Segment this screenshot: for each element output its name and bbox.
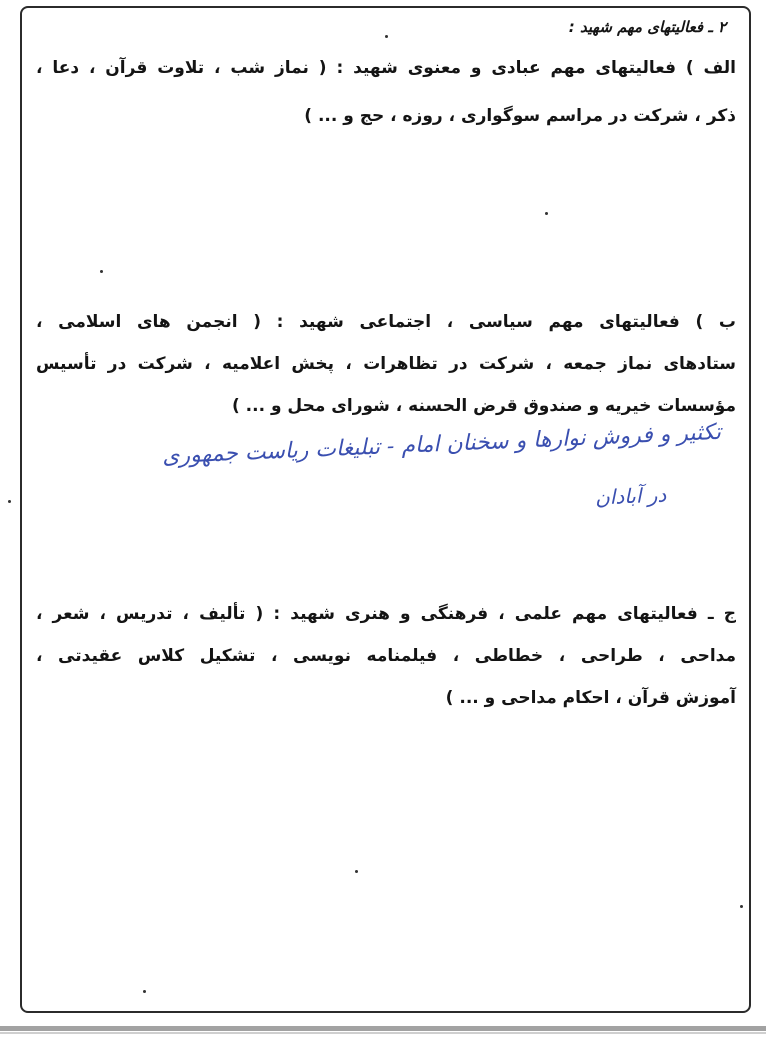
section-b-line-2: ستادهای نماز جمعه ، شرکت در تظاهرات ، پخش اعلامیه ، شرکت در تأسیس — [36, 354, 736, 374]
handwritten-note-line-2: در آبادان — [594, 482, 667, 510]
scan-speck — [143, 990, 146, 993]
scan-speck — [100, 270, 103, 273]
scan-speck — [740, 905, 743, 908]
section-a-line-1: الف ) فعالیتهای مهم عبادی و معنوی شهید : ( نماز شب ، تلاوت قرآن ، دعا ، — [36, 58, 736, 78]
handwritten-note-line-1: تکثیر و فروش نوارها و سخنان امام - تبلیغات ریاست جمهوری — [161, 419, 722, 470]
page-border — [20, 6, 751, 1013]
section-c-line-2: مداحی ، طراحی ، خطاطی ، فیلمنامه نویسی ، تشکیل کلاس عقیدتی ، — [36, 646, 736, 666]
section-b-line-3: مؤسسات خیریه و صندوق قرض الحسنه ، شورای محل و ... ) — [231, 396, 736, 416]
section-b-line-1: ب ) فعالیتهای مهم سیاسی ، اجتماعی شهید : ( انجمن های اسلامی ، — [36, 312, 736, 332]
scan-speck — [385, 35, 388, 38]
section-heading: ۲ ـ فعالیتهای مهم شهید : — [568, 18, 726, 36]
scan-speck — [355, 870, 358, 873]
section-c-line-1: ج ـ فعالیتهای مهم علمی ، فرهنگی و هنری شهید : ( تألیف ، تدریس ، شعر ، — [36, 604, 736, 624]
scan-bottom-edge-shadow — [0, 1032, 766, 1034]
section-c-line-3: آموزش قرآن ، احکام مداحی و ... ) — [445, 688, 736, 708]
scan-speck — [8, 500, 11, 503]
scan-bottom-edge — [0, 1026, 766, 1031]
section-a-line-2: ذکر ، شرکت در مراسم سوگواری ، روزه ، حج و ... ) — [304, 106, 736, 126]
scan-speck — [545, 212, 548, 215]
